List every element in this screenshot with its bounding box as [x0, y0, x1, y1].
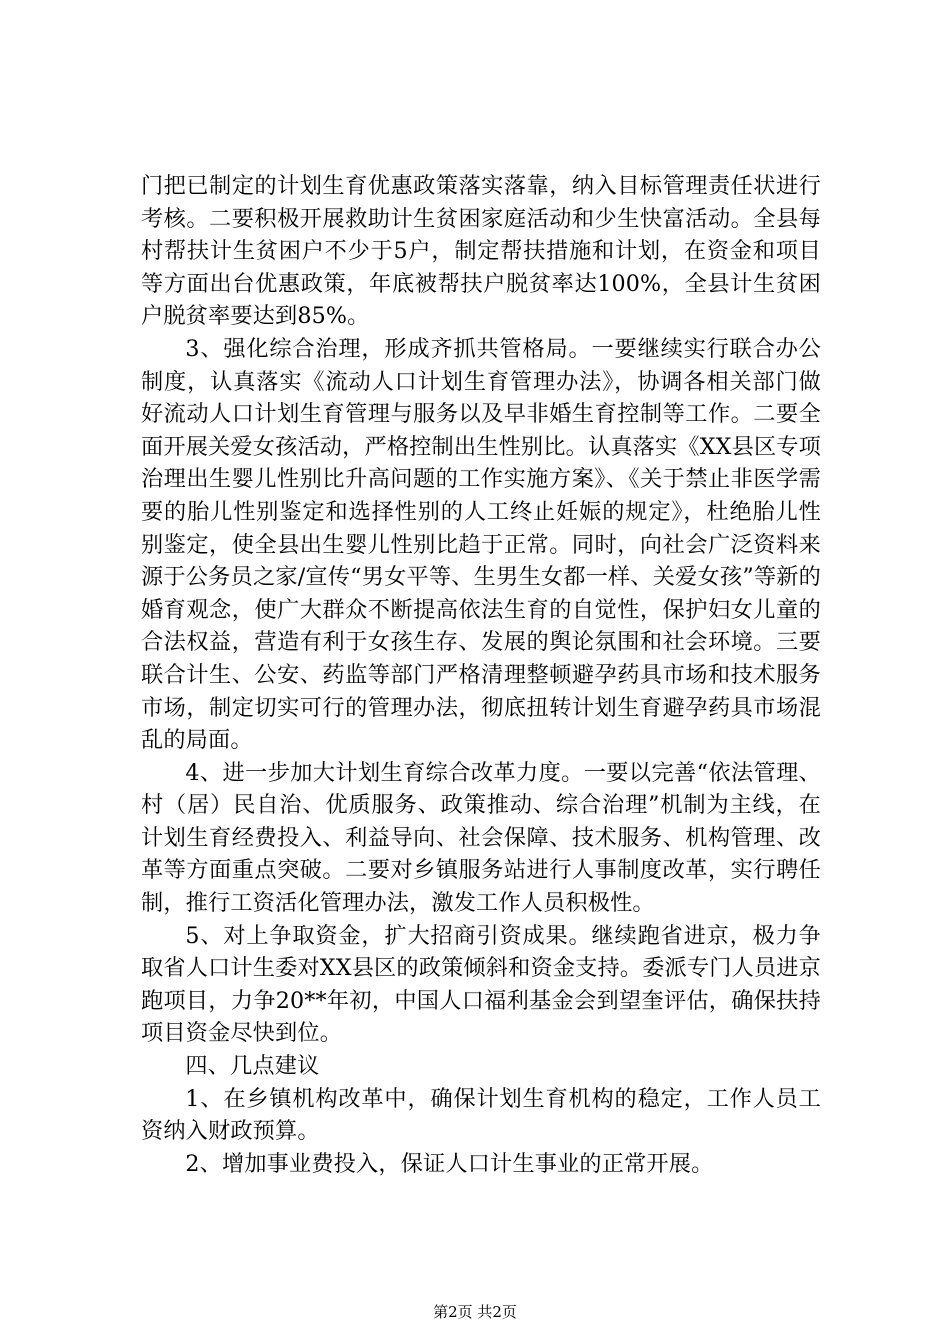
paragraph: 4、进一步加大计划生育综合改革力度。一要以完善“依法管理、村（居）民自治、优质服务、政策推动、综合治理”机制为主线，在计划生育经费投入、利益导向、社会保障、技术服务、机构管理、改革等方面重点突破。二要对乡镇服务站进行人事制度改革，实行聘任制，推行工资活化管理办法，激发工作人员积极性。 — [141, 759, 821, 917]
paragraph: 3、强化综合治理，形成齐抓共管格局。一要继续实行联合办公制度，认真落实《流动人口计划生育管理办法》，协调各相关部门做好流动人口计划生育管理与服务以及早非婚生育控制等工作。二要全面开展关爱女孩活动，严格控制出生性别比。认真落实《XX县区专项治理出生婴儿性别比升高问题的工作实施方案》、《关于禁止非医学需要的胎儿性别鉴定和选择性别的人工终止妊娠的规定》，杜绝胎儿性别鉴定，使全县出生婴儿性别比趋于正常。同时，向社会广泛资料来源于公务员之家/宣传“男女平等、生男生女都一样、关爱女孩”等新的婚育观念，使广大群众不断提高依法生育的自觉性，保护妇女儿童的合法权益，营造有利于女孩生存、发展的舆论氛围和社会环境。三要联合计生、公安、药监等部门严格清理整顿避孕药具市场和技术服务市场，制定切实可行的管理办法，彻底扭转计划生育避孕药具市场混乱的局面。 — [141, 335, 821, 754]
paragraph: 5、对上争取资金，扩大招商引资成果。继续跑省进京，极力争取省人口计生委对XX县区的政策倾斜和资金支持。委派专门人员进京跑项目，力争20**年初，中国人口福利基金会到望奎评估，确保扶持项目资金尽快到位。 — [141, 922, 821, 1047]
paragraph: 1、在乡镇机构改革中，确保计划生育机构的稳定，工作人员工资纳入财政预算。 — [141, 1085, 821, 1145]
body-text — [141, 170, 821, 1180]
page-number-footer: 第2页 共2页 — [433, 1303, 517, 1321]
section-heading: 四、几点建议 — [185, 1053, 320, 1080]
paragraph: 门把已制定的计划生育优惠政策落实落靠，纳入目标管理责任状进行考核。二要积极开展救助计生贫困家庭活动和少生快富活动。全县每村帮扶计生贫困户不少于5户，制定帮扶措施和计划，在资金和项目等方面出台优惠政策，年底被帮扶户脱贫率达100%，全县计生贫困户脱贫率要达到85%。 — [141, 173, 821, 330]
paragraph: 2、增加事业费投入，保证人口计生事业的正常开展。 — [185, 1150, 714, 1177]
